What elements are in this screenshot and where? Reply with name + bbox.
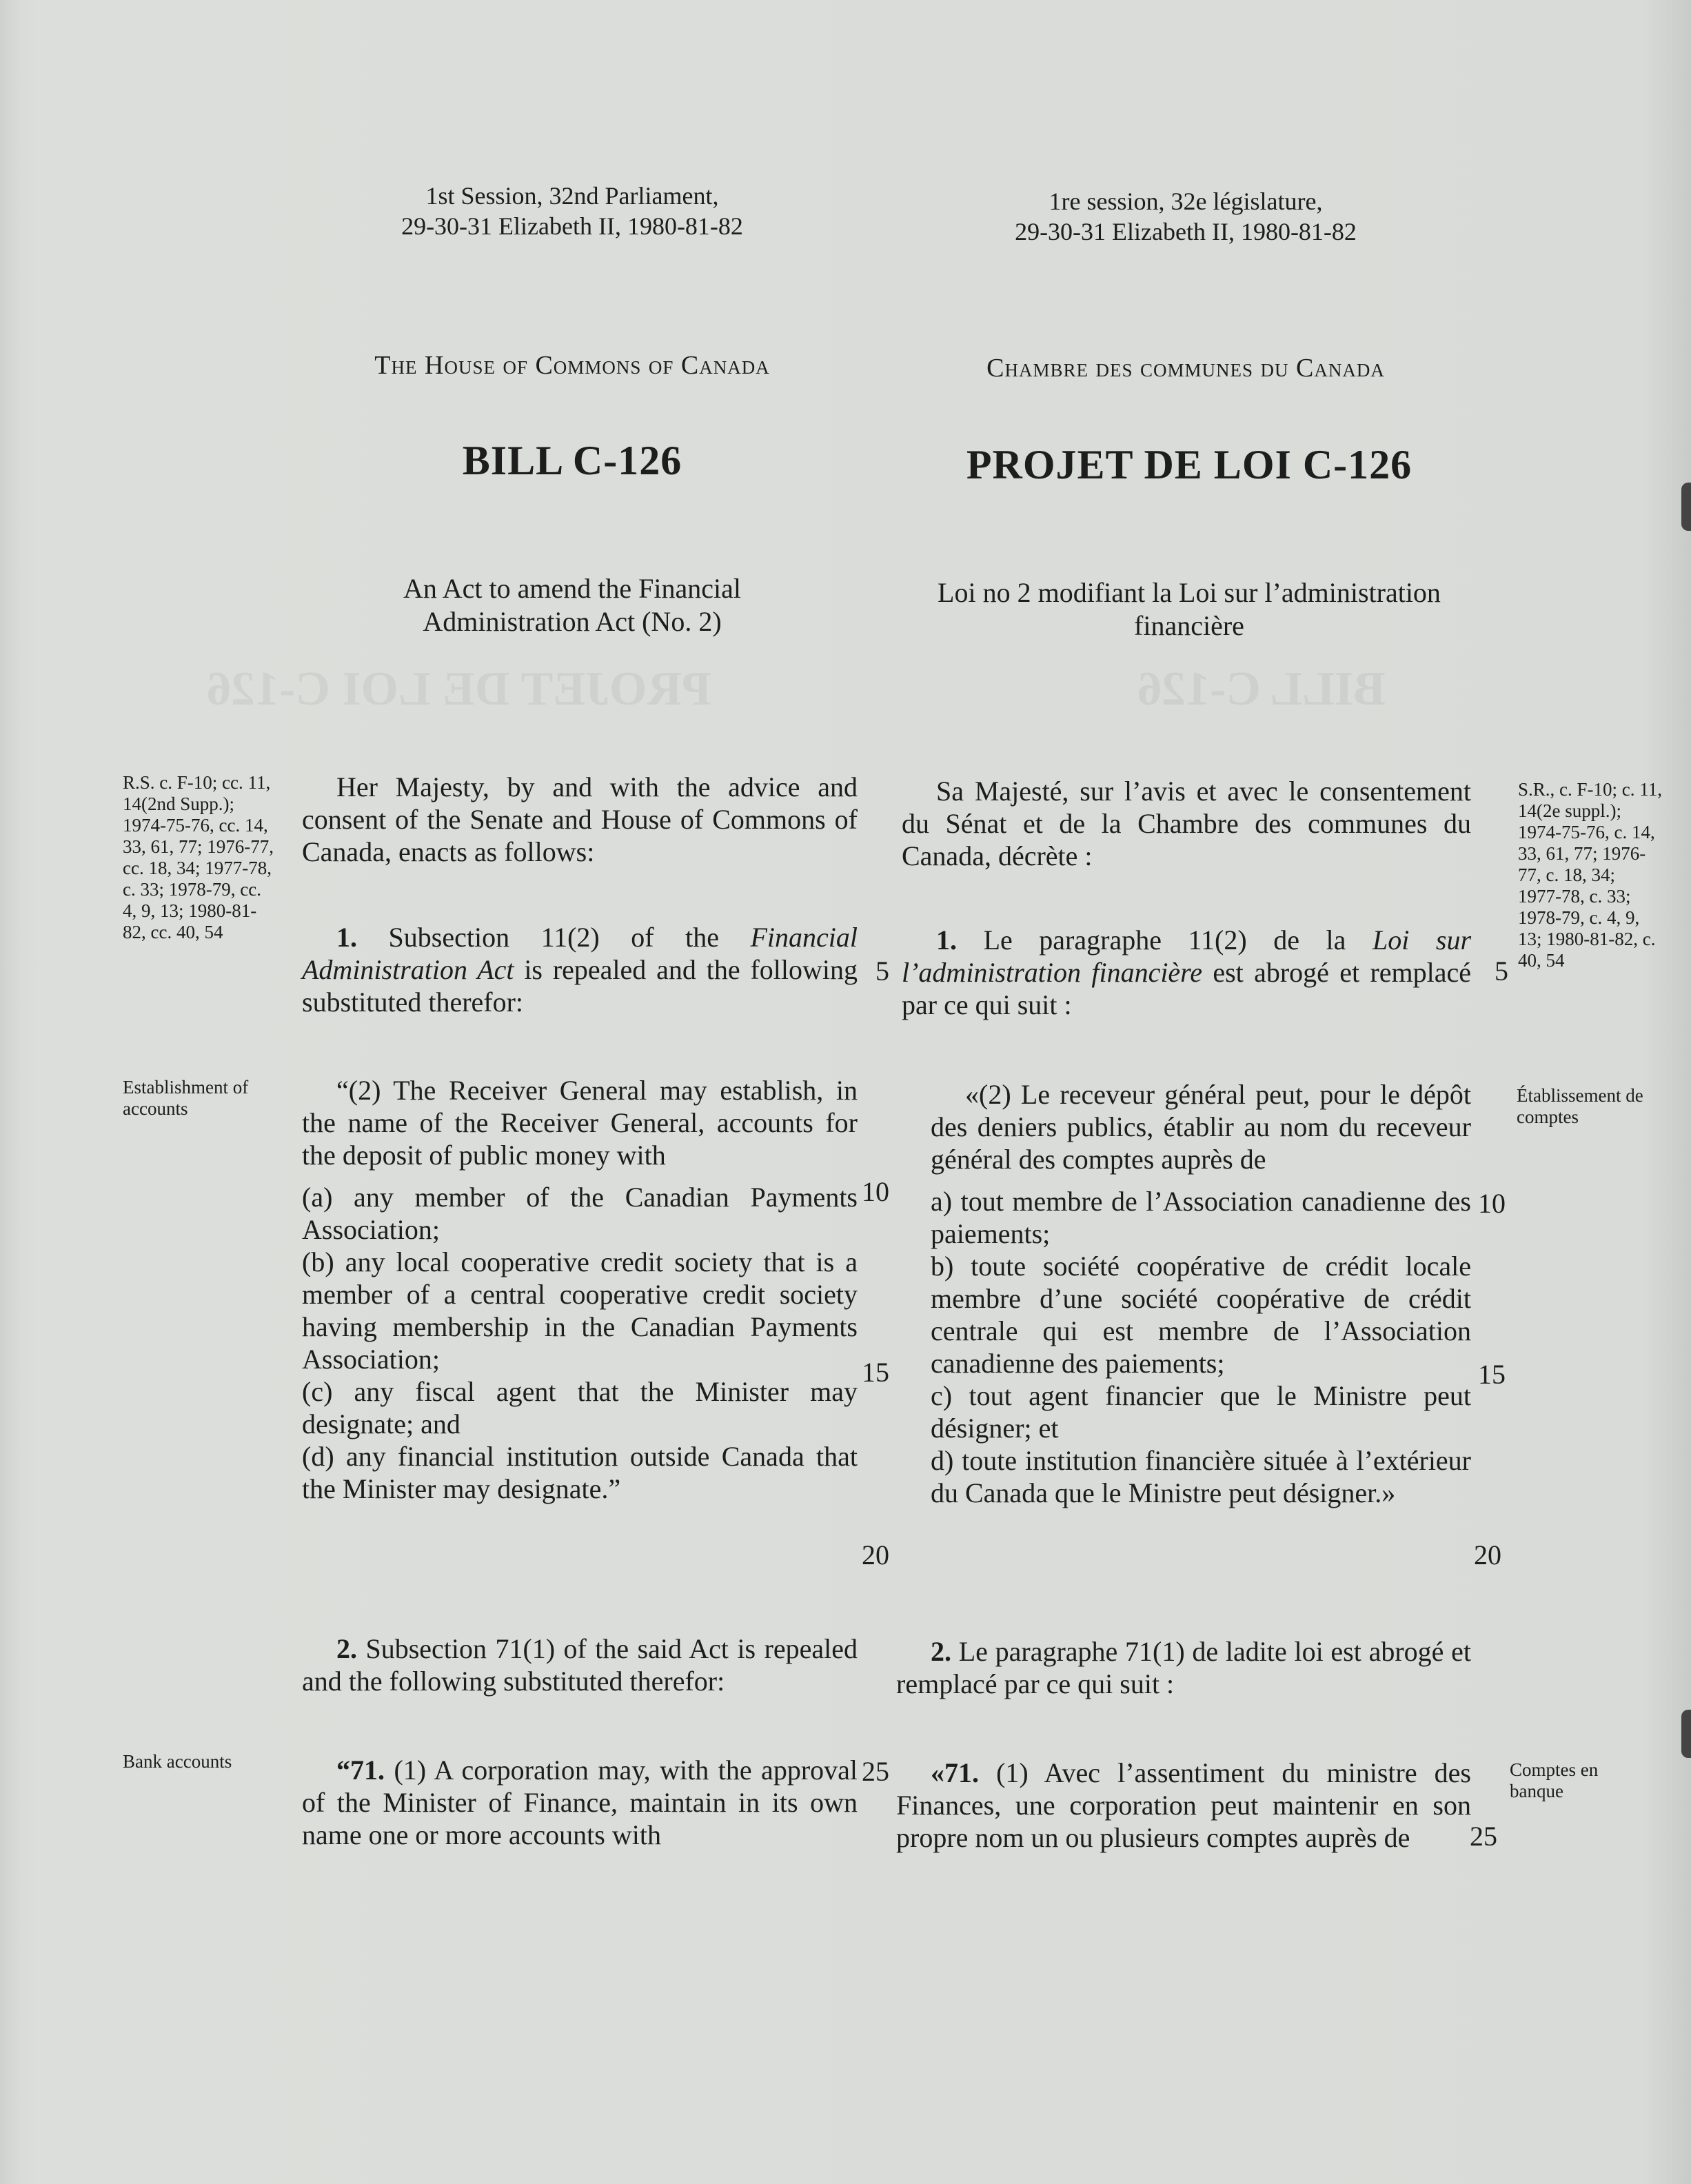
binding-hole-mark <box>1681 483 1691 531</box>
list-item-a-en: (a) any member of the Canadian Payments Association; <box>302 1182 858 1245</box>
list-item-d-en: (d) any financial institution outside Canada that the Minister may designate.” <box>302 1441 858 1504</box>
line-number: 15 <box>1478 1359 1506 1390</box>
margin-note-bank-accounts-fr: Comptes en banque <box>1510 1759 1599 1801</box>
line-number: 25 <box>1470 1821 1497 1852</box>
binding-hole-mark <box>1681 1710 1691 1758</box>
line-number: 10 <box>1478 1188 1506 1219</box>
bill-number-fr: PROJET DE LOI C-126 <box>966 442 1412 487</box>
bill-title-en: An Act to amend the Financial Administration Act (No. 2) <box>403 573 741 637</box>
line-number: 20 <box>862 1539 889 1570</box>
subsection-11-2-fr: «(2) Le receveur général peut, pour le dépôt des deniers publics, établir au nom du receveur général des comptes auprès de a) tout membre de l’Association canadienne des paiements; b) toute société coopérative de crédit locale membre d’une société coopérative de crédit centrale qui est membre de l’Association canadienne des paiements; c) tout agent financier que le Ministre peut désigner; et d) toute institution financière située à l’extérieur du Canada que le Ministre peut désigner.» <box>931 1079 1471 1508</box>
margin-note-bank-accounts-en: Bank accounts <box>123 1751 232 1772</box>
list-item-d-fr: d) toute institution financière située à l’extérieur du Canada que le Ministre peut désigner.» <box>931 1445 1471 1508</box>
section-1-en: 1. Subsection 11(2) of the Financial Administration Act is repealed and the following substituted therefor: <box>302 922 858 1018</box>
enacting-clause-fr: Sa Majesté, sur l’avis et avec le consentement du Sénat et de la Chambre des communes du Canada, décrète : <box>902 776 1471 871</box>
line-number: 15 <box>862 1357 889 1388</box>
bill-number-en: BILL C-126 <box>462 438 682 483</box>
margin-note-citation-en: R.S. c. F-10; cc. 11, 14(2nd Supp.); 1974-75-76, cc. 14, 33, 61, 77; 1976-77, cc. 18, 34; 1977-78, c. 33; 1978-79, cc. 4, 9, 13; 1980-81-82, cc. 40, 54 <box>123 772 274 942</box>
list-item-b-fr: b) toute société coopérative de crédit locale membre d’une société coopérative de crédit centrale qui est membre de l’Association canadienne des paiements; <box>931 1251 1471 1379</box>
margin-note-citation-fr: S.R., c. F-10; c. 11, 14(2e suppl.); 1974-75-76, c. 14, 33, 61, 77; 1976-77, c. 18, 34; 1977-78, c. 33; 1978-79, c. 4, 9, 13; 1980-81-82, c. 40, 54 <box>1518 779 1662 971</box>
list-item-c-en: (c) any fiscal agent that the Minister may designate; and <box>302 1376 858 1439</box>
show-through-ghost: BILL C-126 <box>1137 663 1386 716</box>
enacting-clause-en: Her Majesty, by and with the advice and consent of the Senate and House of Commons of Canada, enacts as follows: <box>302 771 858 867</box>
house-heading-en: The House of Commons of Canada <box>374 351 770 380</box>
show-through-ghost: PROJET DE LOI C-126 <box>207 663 711 716</box>
line-number: 5 <box>1495 956 1508 987</box>
line-number: 5 <box>875 956 889 987</box>
line-number: 25 <box>862 1756 889 1787</box>
session-info-en: 1st Session, 32nd Parliament, 29-30-31 Elizabeth II, 1980-81-82 <box>401 182 743 240</box>
section-71-en: “71. (1) A corporation may, with the approval of the Minister of Finance, maintain in its own name one or more accounts with <box>302 1755 858 1850</box>
section-71-fr: «71. (1) Avec l’assentiment du ministre des Finances, une corporation peut maintenir en son propre nom un ou plusieurs comptes auprès de <box>896 1757 1471 1853</box>
margin-note-establishment-en: Establishment of accounts <box>123 1077 249 1119</box>
line-number: 10 <box>862 1176 889 1207</box>
section-1-fr: 1. Le paragraphe 11(2) de la Loi sur l’administration financière est abrogé et remplacé par ce qui suit : <box>902 924 1472 1020</box>
list-item-a-fr: a) tout membre de l’Association canadienne des paiements; <box>931 1186 1471 1249</box>
margin-note-establishment-fr: Établissement de comptes <box>1517 1085 1643 1127</box>
list-item-b-en: (b) any local cooperative credit society that is a member of a central cooperative credit society having membership in the Canadian Payments Association; <box>302 1246 858 1375</box>
house-heading-fr: Chambre des communes du Canada <box>986 354 1385 383</box>
bill-title-fr: Loi no 2 modifiant la Loi sur l’administration financière <box>938 577 1441 641</box>
line-number: 20 <box>1474 1539 1501 1570</box>
session-info-fr: 1re session, 32e législature, 29-30-31 Elizabeth II, 1980-81-82 <box>1015 188 1357 245</box>
section-2-en: 2. Subsection 71(1) of the said Act is repealed and the following substituted therefor: <box>302 1633 858 1697</box>
subsection-11-2-en: “(2) The Receiver General may establish, in the name of the Receiver General, accounts for the deposit of public money with (a) any member of the Canadian Payments Association; (b) any local cooperative credit society that is a member of a central cooperative credit society having membership in the Canadian Payments Association; (c) any fiscal agent that the Minister may designate; and (d) any financial institution outside Canada that the Minister may designate.” <box>302 1075 858 1504</box>
section-2-fr: 2. Le paragraphe 71(1) de ladite loi est abrogé et remplacé par ce qui suit : <box>896 1636 1471 1699</box>
list-item-c-fr: c) tout agent financier que le Ministre peut désigner; et <box>931 1380 1471 1444</box>
